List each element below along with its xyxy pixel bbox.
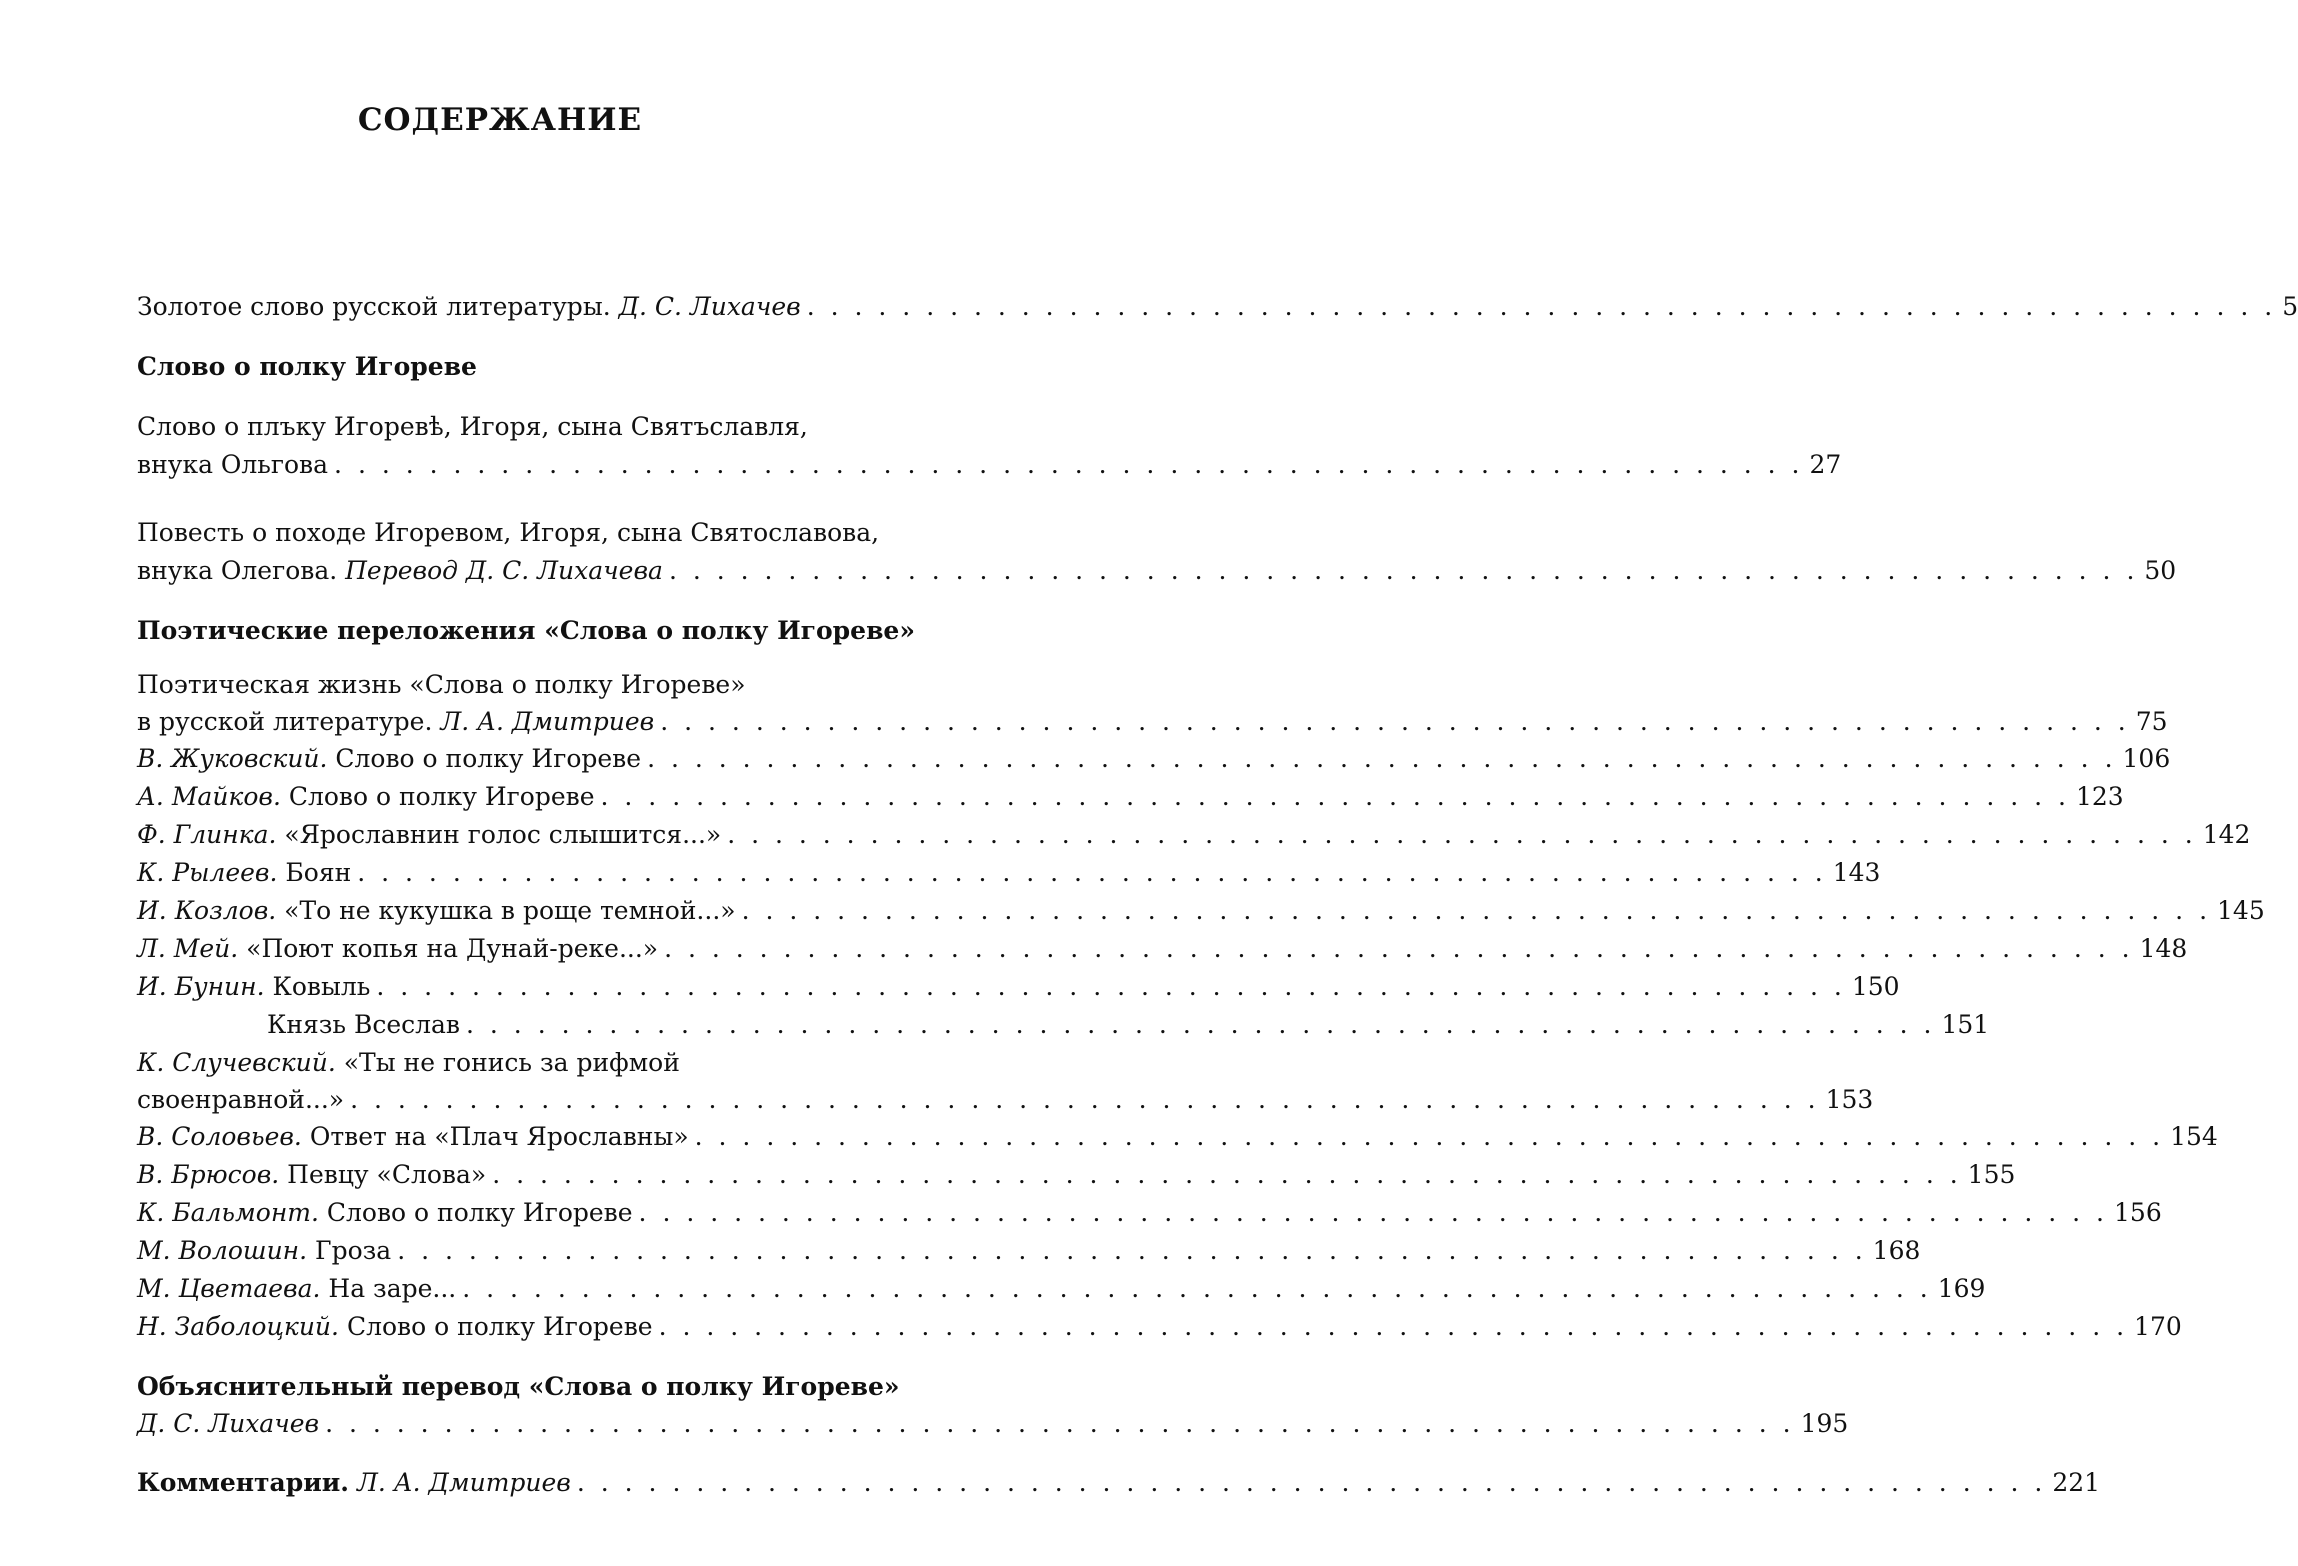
entry-title: «Ярославнин голос слышится...» [284,820,722,849]
toc-entry[interactable] [137,778,2124,816]
leader-dots [663,552,2138,590]
toc-entry[interactable] [137,1044,1874,1118]
entry-title: Слово о полку Игореве [346,1312,653,1341]
leader-dots [595,778,2070,816]
page-number: 170 [2134,1312,2182,1341]
leader-dots [736,892,2211,930]
entry-author: Л. А. Дмитриев [356,1468,571,1497]
entry-title: Ковыль [272,972,371,1001]
entry-title: Слово о полку Игореве [326,1198,633,1227]
page-number: 143 [1832,858,1881,887]
toc-entry[interactable] [137,740,2171,778]
leader-dots [689,1118,2164,1156]
page-number: 142 [2202,820,2251,849]
entry-author: Д. С. Лихачев [618,292,801,321]
page-number: 75 [2135,707,2168,736]
page-number: 145 [2217,896,2265,925]
toc-entry[interactable] [137,816,2251,854]
entry-author: Перевод Д. С. Лихачева [345,556,663,585]
section-heading: Поэтические переложения «Слова о полку Игореве» [137,616,915,645]
entry-author: В. Соловьев. [137,1122,302,1151]
leader-dots [344,1081,1819,1118]
entry-title-line: «Ты не гонись за рифмой [343,1048,680,1077]
leader-dots [319,1405,1794,1442]
leader-dots [391,1232,1866,1270]
entry-title-line: Повесть о походе Игоревом, Игоря, сына Святославова, [137,518,880,547]
entry-author: В. Брюсов. [137,1160,280,1189]
page-number: 155 [1967,1160,2016,1189]
leader-dots [486,1156,1961,1194]
entry-title: Слово о полку Игореве [335,744,642,773]
toc-entry[interactable] [137,1308,2182,1346]
entry-title: в русской литературе. [137,707,433,736]
page-number: 27 [1809,450,1842,479]
toc-entry[interactable] [137,288,2298,326]
entry-title: «То не кукушка в роще темной...» [284,896,736,925]
page-number: 153 [1825,1085,1874,1114]
leader-dots [721,816,2196,854]
page-number: 156 [2114,1198,2162,1227]
entry-author: К. Случевский. [137,1048,336,1077]
entry-title: Золотое слово русской литературы. [137,292,611,321]
toc-entry[interactable] [137,1368,1849,1442]
page-title: СОДЕРЖАНИЕ [357,102,643,138]
table-of-contents [137,288,2298,1502]
toc-entry[interactable] [137,1194,2162,1232]
page-number: 50 [2144,556,2177,585]
entry-author: М. Волошин. [137,1236,308,1265]
entry-title: внука Олегова. [137,556,338,585]
leader-dots [653,1308,2128,1346]
toc-entry[interactable] [137,892,2265,930]
entry-title: Ответ на «Плач Ярославны» [309,1122,689,1151]
entry-title: Слово о полку Игореве [288,782,595,811]
leader-dots [633,1194,2108,1232]
entry-author: Д. С. Лихачев [137,1409,320,1438]
entry-author: А. Майков. [137,782,281,811]
leader-dots [571,1464,2046,1502]
toc-entry[interactable] [137,1464,2101,1502]
entry-title: своенравной...» [137,1085,345,1114]
leader-dots [370,968,1845,1006]
leader-dots [801,288,2276,326]
toc-entry[interactable] [137,968,1900,1006]
section-heading: Комментарии. [137,1468,350,1497]
toc-entry[interactable] [137,930,2188,968]
page-number: 169 [1937,1274,1986,1303]
entry-author: Л. А. Дмитриев [440,707,655,736]
entry-title: Боян [285,858,352,887]
section-heading: Объяснительный перевод «Слова о полку Игореве» [137,1372,900,1401]
entry-author: К. Рылеев. [137,858,278,887]
page-number: 168 [1872,1236,1921,1265]
page-number: 221 [2052,1468,2101,1497]
entry-title: Гроза [315,1236,392,1265]
toc-entry[interactable] [137,514,2177,590]
toc-entry[interactable] [137,1232,1921,1270]
leader-dots [658,930,2133,968]
entry-author: М. Цветаева. [137,1274,321,1303]
entry-author: И. Козлов. [137,896,277,925]
entry-title: «Поют копья на Дунай-реке...» [246,934,659,963]
entry-title-line: Поэтическая жизнь «Слова о полку Игореве» [137,670,746,699]
toc-entry[interactable] [137,1006,1990,1044]
page-number: 106 [2122,744,2171,773]
entry-author: Ф. Глинка. [137,820,277,849]
toc-entry[interactable] [137,1156,2016,1194]
entry-title: Певцу «Слова» [287,1160,487,1189]
page-number: 5 [2282,292,2298,321]
section-heading: Слово о полку Игореве [137,352,477,381]
toc-entry[interactable] [137,666,2168,740]
page-number: 195 [1800,1409,1849,1438]
page-number: 123 [2075,782,2124,811]
toc-entry[interactable] [137,854,1881,892]
entry-title: На заре... [328,1274,457,1303]
entry-author: Н. Заболоцкий. [137,1312,339,1341]
entry-title: внука Ольгова [137,450,329,479]
entry-author: И. Бунин. [137,972,265,1001]
page-number: 148 [2139,934,2188,963]
entry-title-line: Слово о плъку Игоревѣ, Игоря, сына Святъславля, [137,412,808,441]
page-number: 154 [2170,1122,2218,1151]
entry-author: Л. Мей. [137,934,239,963]
leader-dots [456,1270,1931,1308]
leader-dots [460,1006,1935,1044]
leader-dots [641,740,2116,778]
page-number: 151 [1941,1010,1990,1039]
entry-author: В. Жуковский. [137,744,328,773]
page-number: 150 [1851,972,1900,1001]
toc-entry[interactable] [137,408,1842,484]
leader-dots [328,446,1803,484]
toc-entry[interactable] [137,1118,2218,1156]
entry-title: Князь Всеслав [267,1010,461,1039]
toc-entry[interactable] [137,1270,1986,1308]
leader-dots [351,854,1826,892]
leader-dots [654,703,2129,740]
entry-author: К. Бальмонт. [137,1198,319,1227]
